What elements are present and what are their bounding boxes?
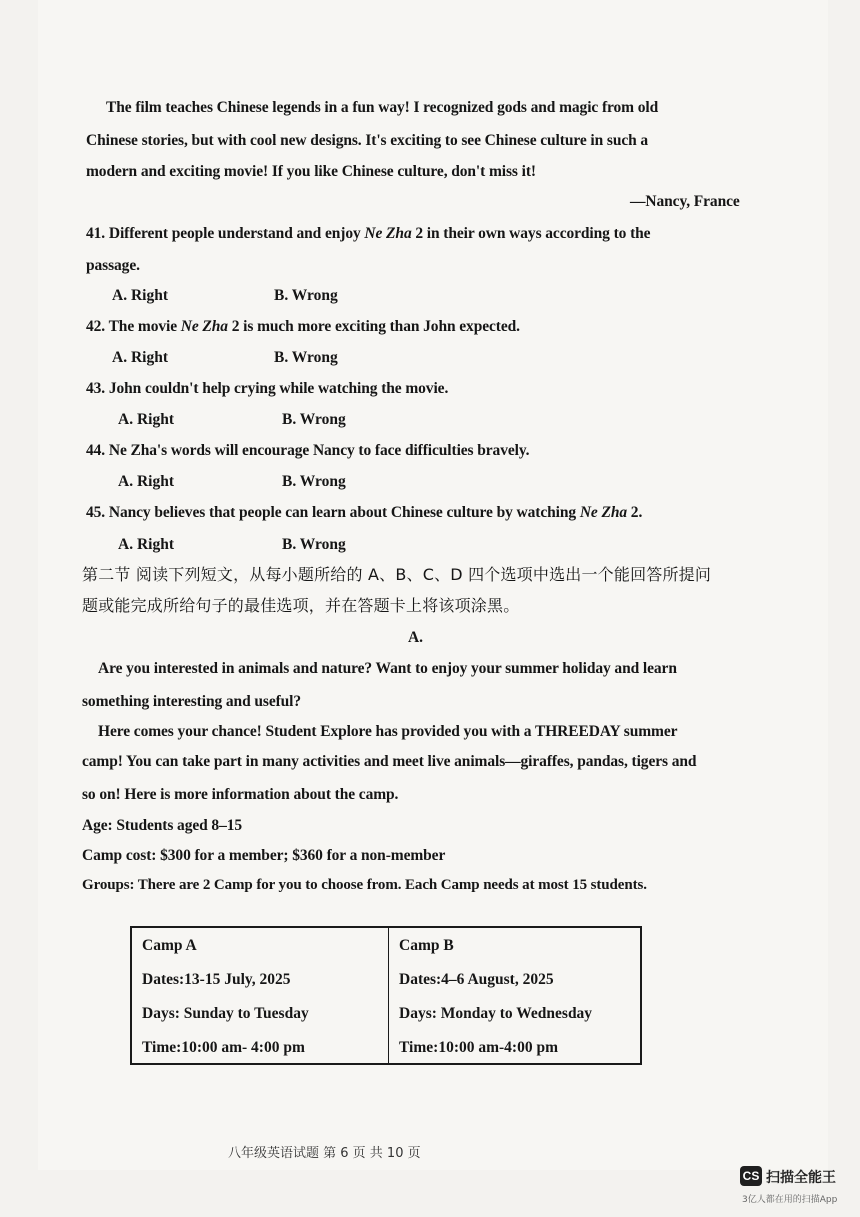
- camp-table: [130, 926, 642, 1065]
- page-footer: 八年级英语试题 第 6 页 共 10 页: [228, 1146, 421, 1161]
- passage-line: something interesting and useful?: [82, 693, 302, 710]
- option-b-41[interactable]: B. Wrong: [274, 287, 338, 304]
- camp-a-time: Time:10:00 am- 4:00 pm: [142, 1039, 305, 1056]
- camp-a-cell: [131, 927, 389, 1064]
- section-instruction: 题或能完成所给句子的最佳选项，并在答题卡上将该项涂黑。: [82, 596, 520, 615]
- question-text: 41. Different people understand and enjoy: [86, 225, 365, 242]
- question-43: 43. John couldn't help crying while watching the movie.: [86, 380, 449, 397]
- passage-line: The film teaches Chinese legends in a fun way! I recognized gods and magic from old: [106, 99, 659, 116]
- camp-b-days: Days: Monday to Wednesday: [399, 1005, 593, 1022]
- groups-info: [82, 878, 647, 893]
- option-a-43[interactable]: A. Right: [118, 411, 174, 428]
- passage-line: Are you interested in animals and nature? Want to enjoy your summer holiday and learn: [98, 660, 677, 677]
- option-a-45[interactable]: A. Right: [118, 536, 174, 553]
- question-41: [86, 226, 650, 242]
- watermark-app-name: 扫描全能王: [766, 1170, 836, 1186]
- passage-label: A.: [408, 629, 423, 646]
- camp-a-name: Camp A: [142, 937, 197, 954]
- passage-line: Here comes your chance! Student Explore has provided you with a THREEDAY summer: [98, 723, 678, 740]
- option-b-45[interactable]: B. Wrong: [282, 536, 346, 553]
- age-label: Age: [82, 817, 108, 834]
- groups-label: Groups: [82, 877, 130, 893]
- question-41-continued: passage.: [86, 257, 140, 274]
- cost-value: : $300 for a member; $360 for a non-member: [151, 847, 446, 864]
- question-text: 42. The movie: [86, 318, 181, 335]
- passage-line: so on! Here is more information about the camp.: [82, 786, 399, 803]
- option-a-42[interactable]: A. Right: [112, 349, 168, 366]
- groups-value: : There are 2 Camp for you to choose from. Each Camp needs at most 15 students.: [129, 877, 647, 893]
- movie-title: Ne Zha: [364, 225, 412, 242]
- cost-label: Camp cost: [82, 847, 152, 864]
- question-text: 2 in their own ways according to the: [411, 225, 651, 242]
- question-45: [86, 505, 642, 521]
- camscanner-logo-icon: CS: [740, 1166, 762, 1186]
- movie-title: Ne Zha: [180, 318, 228, 335]
- camp-b-name: Camp B: [399, 937, 454, 954]
- age-info: [82, 818, 242, 834]
- option-b-44[interactable]: B. Wrong: [282, 473, 346, 490]
- question-44: 44. Ne Zha's words will encourage Nancy to face difficulties bravely.: [86, 442, 530, 459]
- question-42: [86, 319, 520, 335]
- passage-line: modern and exciting movie! If you like Chinese culture, don't miss it!: [86, 163, 536, 180]
- option-a-41[interactable]: A. Right: [112, 287, 168, 304]
- cost-info: [82, 848, 445, 864]
- table-row: [131, 927, 641, 1064]
- passage-line: Chinese stories, but with cool new designs. It's exciting to see Chinese culture in such a: [86, 132, 649, 149]
- option-b-43[interactable]: B. Wrong: [282, 411, 346, 428]
- camp-b-cell: [389, 927, 642, 1064]
- section-instruction: 第二节 阅读下列短文，从每小题所给的 A、B、C、D 四个选项中选出一个能回答所提问: [82, 565, 712, 584]
- question-text: 2 is much more exciting than John expected.: [227, 318, 520, 335]
- option-b-42[interactable]: B. Wrong: [274, 349, 338, 366]
- watermark-tagline: 3亿人都在用的扫描App: [742, 1195, 838, 1205]
- age-value: : Students aged 8–15: [107, 817, 243, 834]
- option-a-44[interactable]: A. Right: [118, 473, 174, 490]
- camp-b-dates: Dates:4–6 August, 2025: [399, 971, 554, 988]
- camp-a-dates: Dates:13-15 July, 2025: [142, 971, 291, 988]
- question-text: 2.: [627, 504, 643, 521]
- camp-a-days: Days: Sunday to Tuesday: [142, 1005, 309, 1022]
- passage-signature: —Nancy, France: [630, 193, 740, 210]
- camp-b-time: Time:10:00 am-4:00 pm: [399, 1039, 558, 1056]
- movie-title: Ne Zha: [579, 504, 628, 521]
- question-text: 45. Nancy believes that people can learn about Chinese culture by watching: [86, 504, 580, 521]
- passage-line: camp! You can take part in many activities and meet live animals—giraffes, pandas, tigers and: [82, 753, 697, 770]
